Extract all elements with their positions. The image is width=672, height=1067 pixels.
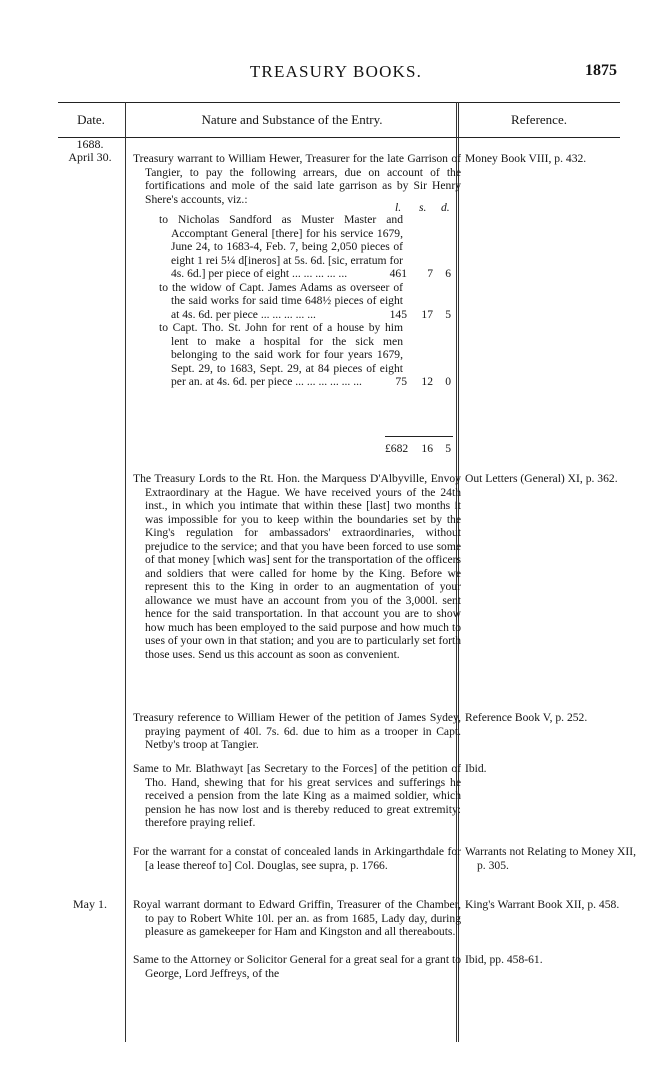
payment-item [133,321,453,389]
date-april-30: April 30. [68,150,112,164]
column-rule-date [125,102,126,1042]
total-pence: 5 [445,442,451,455]
entry-petition-hand: Same to Mr. Blathwayt [as Secretary to the Forces] of the petition of Tho. Hand, shewing that for his great services and sufferings he received a pension from the late King as a maimed soldier, which pension he has now lost and is thereby reduced to great extremity: therefore praying relief. [133,762,461,829]
amount-pence: 0 [445,375,451,388]
running-title: TREASURY BOOKS. [249,62,423,81]
reference-money-book: Money Book VIII, p. 432. [465,152,587,165]
lsd-pence: d. [441,201,450,214]
payment-item-text: to Capt. Tho. St. John for rent of a house by him lent to make a hospital for the sick men belonging to the said work for four years 1679, Sept. 29, to 1683, Sept. 29, at 84 pieces of eight per an. at 4s. 6d. per piece ... ... ... ... ... ... [159,321,403,388]
amount-shillings: 17 [421,307,433,321]
entry-warrant-griffin: Royal warrant dormant to Edward Griffin, Treasurer of the Chamber, to pay to Robert White 10l. per an. as from 1685, Lady day, during pleasure as gamekeeper for Ham and Kingston and all thereabouts. [133,898,461,938]
column-header-date: Date. [77,112,105,127]
column-header-nature: Nature and Substance of the Entry. [201,112,383,127]
amount-shillings: 7 [427,267,433,280]
date-may-1: May 1. [73,897,107,911]
payment-item [133,281,453,322]
running-head [0,62,672,84]
reference-book: Reference Book V, p. 252. [465,711,588,724]
amount-pence: 6 [445,267,451,280]
payment-item-text: to the widow of Capt. James Adams as overseer of the said works for said time 648½ pieces of eight at 4s. 6d. per piece ... ... ... ... ... [159,280,403,321]
payment-items [133,213,453,389]
reference-ibid: Ibid. [465,762,487,775]
amount-pounds: 145 [389,307,407,321]
lsd-shillings: s. [419,201,427,214]
column-header-reference: Reference. [511,112,567,127]
payment-item-text: to Nicholas Sandford as Muster Master and Accomptant General [there] for his service 1679, June 24, to 1683-4, Feb. 7, being 2,050 pieces of eight 1 rei 5¼ d[ineros] at 5s. 6d. [sic, erratum for 4s. 6d.] per piece of eight ... ... ... ... ... [159,213,403,280]
entry-reference-sydey: Treasury reference to William Hewer of the petition of James Sydey, praying payment of 40l. 7s. 6d. due to him as a trooper in Capt. Netby's troop at Tangier. [133,711,461,751]
total-pounds: £682 [385,442,409,455]
column-header-row [58,102,620,138]
entry-constat-douglas: For the warrant for a constat of concealed lands in Arkingarthdale for [a lease thereof to] Col. Douglas, see supra, p. 1766. [133,845,461,872]
reference-ibid-pages: Ibid, pp. 458-61. [465,953,543,966]
payment-item [133,213,453,281]
date-year: 1688. [76,137,104,151]
reference-out-letters: Out Letters (General) XI, p. 362. [465,472,618,485]
entry-great-seal-jeffreys: Same to the Attorney or Solicitor General for a great seal for a grant to George, Lord Jeffreys, of the [133,953,461,980]
reference-kings-warrant-book: King's Warrant Book XII, p. 458. [465,898,620,911]
entry-warrant-hewer: Treasury warrant to William Hewer, Treasurer for the late Garrison of Tangier, to pay the following arrears, due on account of the fortifications and mole of the said late garrison as by Sir Henry Shere's accounts, viz.: [133,152,461,206]
amount-shillings: 12 [421,375,433,388]
reference-warrants: Warrants not Relating to Money XII, p. 305. [465,845,637,872]
page-number: 1875 [585,62,617,79]
amount-pounds: 75 [395,375,407,388]
amount-pence: 5 [445,307,451,321]
entry-letter-albyville: The Treasury Lords to the Rt. Hon. the Marquess D'Albyville, Envoy Extraordinary at the Hague. We have received yours of the 24th inst., in which you intimate that within these [last] two months it was impossible for you to keep within the boundaries set by the King's regulation for ambassadors' extraordinaries, without prejudice to the service; and that you have been forced to use some of that money [which was] sent for the transportation of the officers and soldiers that were called for home by the King. Before we represent this to the King in order to an augmentation of your allowance we must have an account from you of the 3,000l. sent hence for the said transportation. In that account you are to show how much has been employed to the said purpose and how much to uses of your own in that station; and you are to particularly set forth those uses. Send us this account as soon as convenient. [133,472,461,661]
amount-pounds: 461 [389,267,407,280]
lsd-pounds: l. [395,201,402,214]
total-rule [385,436,453,437]
total-shillings: 16 [421,442,433,455]
